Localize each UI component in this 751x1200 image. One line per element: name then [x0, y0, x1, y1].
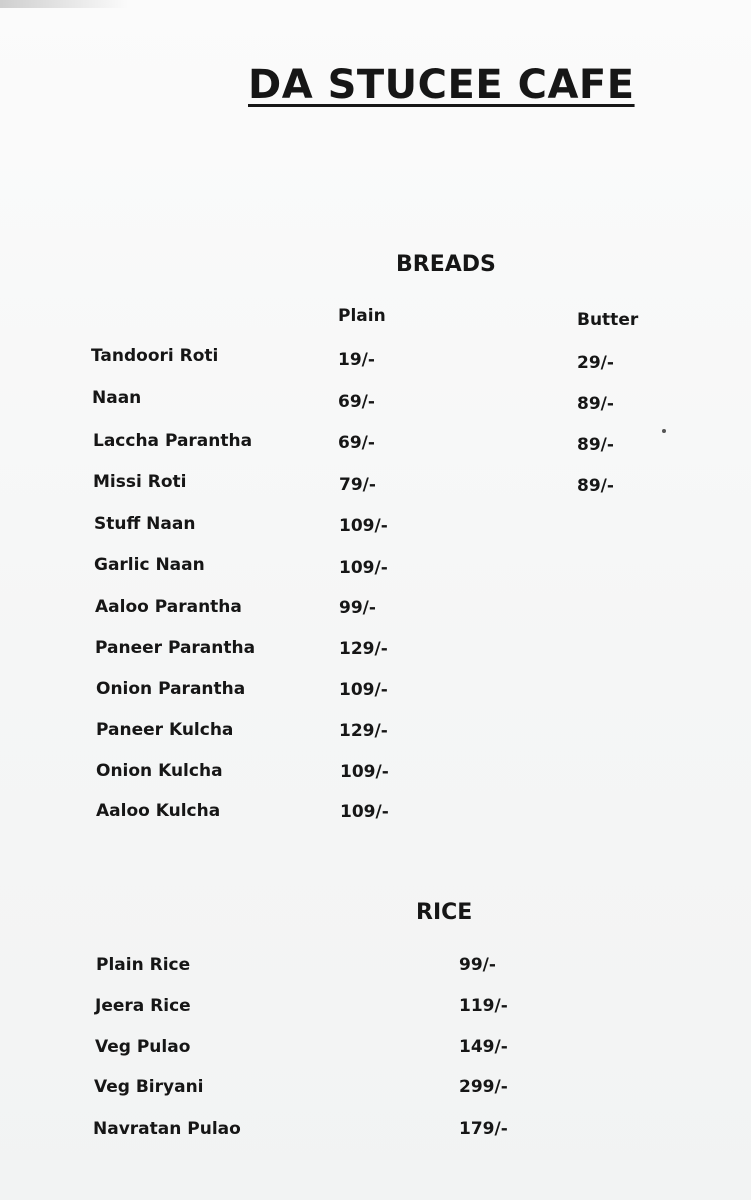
bread-butter-price: 29/- — [577, 353, 614, 373]
bread-plain-price: 109/- — [339, 516, 388, 536]
rice-item-name: Veg Pulao — [95, 1037, 191, 1057]
butter-column-heading: Butter — [577, 310, 639, 330]
rice-price: 149/- — [459, 1037, 508, 1057]
bread-plain-price: 109/- — [339, 558, 388, 578]
rice-heading: RICE — [416, 900, 473, 925]
breads-heading: BREADS — [396, 252, 496, 277]
bread-butter-price: 89/- — [577, 394, 614, 414]
stray-mark — [662, 429, 666, 433]
plain-column-heading: Plain — [338, 306, 386, 326]
bread-item-name: Onion Kulcha — [96, 761, 223, 781]
rice-price: 119/- — [459, 996, 508, 1016]
rice-item-name: Navratan Pulao — [93, 1119, 241, 1139]
bread-butter-price: 89/- — [577, 435, 614, 455]
bread-item-name: Naan — [92, 388, 142, 408]
cafe-title: DA STUCEE CAFE — [248, 62, 635, 108]
bread-plain-price: 109/- — [340, 762, 389, 782]
bread-plain-price: 69/- — [338, 433, 375, 453]
bread-item-name: Onion Parantha — [96, 679, 246, 699]
bread-item-name: Aaloo Kulcha — [96, 801, 221, 821]
rice-item-name: Jeera Rice — [95, 996, 191, 1016]
rice-price: 179/- — [459, 1119, 508, 1139]
bread-plain-price: 19/- — [338, 350, 375, 370]
bread-plain-price: 79/- — [339, 475, 376, 495]
paper-edge-mark — [0, 0, 128, 8]
bread-item-name: Paneer Parantha — [95, 638, 256, 658]
bread-item-name: Garlic Naan — [94, 555, 205, 575]
rice-item-name: Veg Biryani — [94, 1077, 204, 1097]
bread-plain-price: 129/- — [339, 639, 388, 659]
bread-plain-price: 69/- — [338, 392, 375, 412]
bread-item-name: Aaloo Parantha — [95, 597, 242, 617]
rice-price: 299/- — [459, 1077, 508, 1097]
bread-item-name: Missi Roti — [93, 472, 187, 492]
bread-plain-price: 99/- — [339, 598, 376, 618]
bread-item-name: Laccha Parantha — [93, 431, 253, 451]
bread-plain-price: 109/- — [339, 680, 388, 700]
bread-plain-price: 129/- — [339, 721, 388, 741]
bread-item-name: Paneer Kulcha — [96, 720, 234, 740]
bread-item-name: Tandoori Roti — [91, 346, 219, 366]
bread-plain-price: 109/- — [340, 802, 389, 822]
rice-price: 99/- — [459, 955, 496, 975]
bread-item-name: Stuff Naan — [94, 514, 196, 534]
rice-item-name: Plain Rice — [96, 955, 191, 975]
bread-butter-price: 89/- — [577, 476, 614, 496]
